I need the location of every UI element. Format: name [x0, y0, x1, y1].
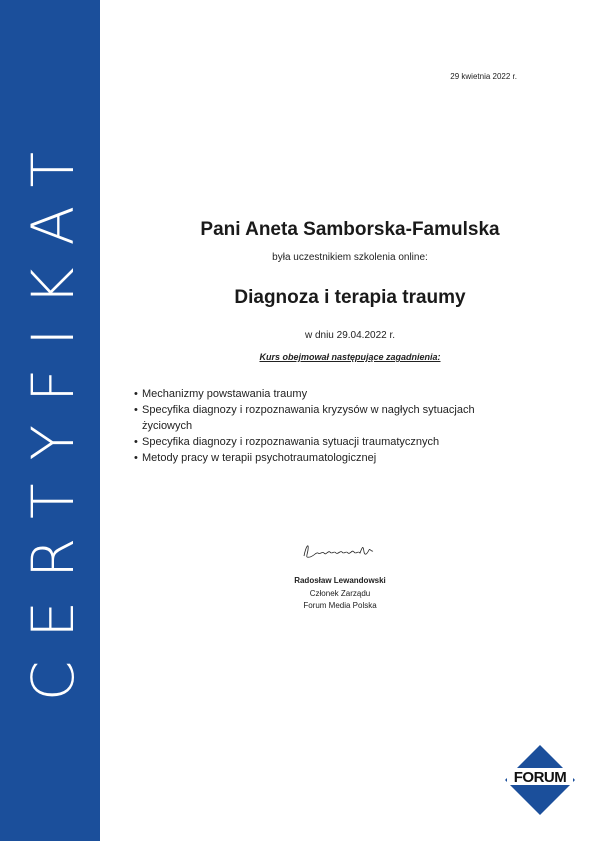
- participation-text: była uczestnikiem szkolenia online:: [272, 252, 428, 263]
- bullet-icon: •: [134, 404, 138, 416]
- signer-company: Forum Media Polska: [303, 601, 377, 610]
- bullet-icon: •: [134, 388, 138, 400]
- signer-name: Radosław Lewandowski: [294, 576, 386, 585]
- list-item: [134, 434, 514, 450]
- topic-text: Specyfika diagnozy i rozpoznawania sytuacji traumatycznych: [142, 436, 440, 448]
- topic-text: Mechanizmy powstawania traumy: [142, 388, 308, 400]
- topics-heading: Kurs obejmował następujące zagadnienia:: [259, 352, 441, 362]
- handwritten-signature: [300, 538, 380, 562]
- recipient-name: Pani Aneta Samborska-Famulska: [200, 219, 500, 240]
- topics-list: [134, 386, 514, 466]
- list-item: [134, 386, 514, 402]
- list-item: [134, 450, 514, 466]
- signer-role: Członek Zarządu: [309, 589, 371, 598]
- course-date: w dniu 29.04.2022 r.: [304, 330, 396, 341]
- course-title: Diagnoza i terapia traumy: [234, 287, 466, 308]
- certificate-title: CERTYFIKAT: [19, 128, 87, 702]
- topic-text: Metody pracy w terapii psychotraumatologicznej: [142, 452, 377, 464]
- bullet-icon: •: [134, 452, 138, 464]
- svg-text:FORUM: FORUM: [513, 769, 567, 786]
- bullet-icon: •: [134, 436, 138, 448]
- forum-logo: [505, 745, 575, 815]
- list-item: [134, 402, 514, 434]
- issue-date: 29 kwietnia 2022 r.: [450, 72, 517, 81]
- topic-text: Specyfika diagnozy i rozpoznawania kryzysów w nagłych sytuacjach życiowych: [142, 404, 475, 432]
